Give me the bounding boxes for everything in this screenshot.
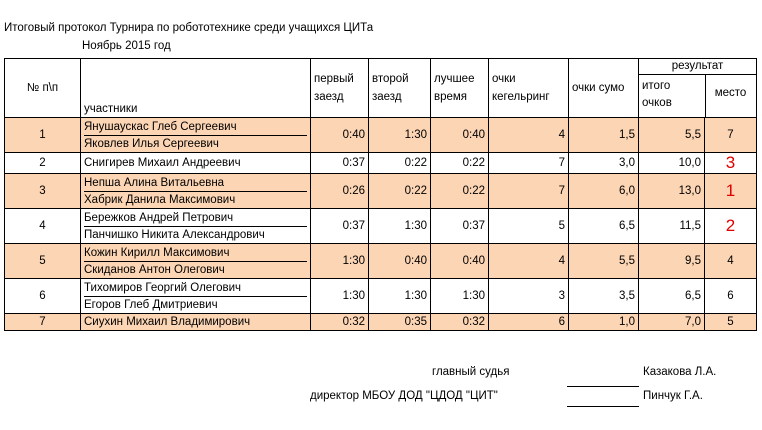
kegel-points: 7 <box>489 153 569 174</box>
table-row <box>5 153 757 174</box>
run2-time: 1:30 <box>369 279 431 314</box>
kegel-points: 7 <box>489 174 569 209</box>
kegel-points: 3 <box>489 279 569 314</box>
table-row <box>5 279 757 314</box>
place: 6 <box>705 279 757 314</box>
run2-time: 1:30 <box>369 209 431 244</box>
participant-name: Янушаускас Глеб Сергеевич <box>84 119 307 136</box>
run1-time: 0:32 <box>311 314 369 331</box>
place: 5 <box>705 314 757 331</box>
best-time: 0:40 <box>431 244 489 279</box>
participants-cell <box>81 118 311 153</box>
place: 7 <box>705 118 757 153</box>
sumo-points: 6,0 <box>569 174 639 209</box>
best-time: 0:32 <box>431 314 489 331</box>
col-kegel-header: очки кегельринг <box>489 59 569 118</box>
col-run1-header: первый заезд <box>311 59 369 118</box>
run2-time: 0:35 <box>369 314 431 331</box>
total-points-header: итого очков <box>642 80 672 109</box>
run2-time: 0:22 <box>369 153 431 174</box>
kegel-points: 5 <box>489 209 569 244</box>
sumo-points: 5,5 <box>569 244 639 279</box>
participant-name: Хабрик Данила Максимович <box>84 193 236 206</box>
table-row <box>5 118 757 153</box>
sumo-points: 3,5 <box>569 279 639 314</box>
sumo-points: 1,0 <box>569 314 639 331</box>
total-points: 11,5 <box>639 209 705 244</box>
document-subtitle: Ноябрь 2015 год <box>82 40 171 52</box>
sumo-points: 1,5 <box>569 118 639 153</box>
place: 4 <box>705 244 757 279</box>
director-signature-line <box>567 406 639 407</box>
participant-name: Яковлев Илья Сергеевич <box>84 137 219 150</box>
kegel-points: 6 <box>489 314 569 331</box>
total-points: 10,0 <box>639 153 705 174</box>
director-name: Пинчук Г.А. <box>643 390 703 402</box>
total-points: 7,0 <box>639 314 705 331</box>
participant-name: Снигирев Михаил Андреевич <box>84 157 241 169</box>
best-time: 0:22 <box>431 153 489 174</box>
run1-time: 0:37 <box>311 209 369 244</box>
participants-cell <box>81 279 311 314</box>
participant-name: Непша Алина Витальевна <box>84 175 307 192</box>
total-points: 6,5 <box>639 279 705 314</box>
total-points: 9,5 <box>639 244 705 279</box>
place: 1 <box>705 174 757 209</box>
participant-name: Егоров Глеб Дмитриевич <box>84 298 218 311</box>
participants-cell <box>81 174 311 209</box>
table-row <box>5 314 757 331</box>
place: 2 <box>705 209 757 244</box>
row-number: 2 <box>5 153 81 174</box>
col-participants-header: участники <box>81 59 311 118</box>
sumo-points: 3,0 <box>569 153 639 174</box>
place-header: место <box>714 87 747 99</box>
best-time: 1:30 <box>431 279 489 314</box>
table-row <box>5 244 757 279</box>
kegel-points: 4 <box>489 118 569 153</box>
participants-cell <box>81 244 311 279</box>
participants-cell <box>81 209 311 244</box>
run1-time: 0:26 <box>311 174 369 209</box>
run1-time: 0:37 <box>311 153 369 174</box>
row-number: 6 <box>5 279 81 314</box>
best-time: 0:22 <box>431 174 489 209</box>
col-total-header <box>639 59 757 118</box>
best-time: 0:37 <box>431 209 489 244</box>
run2-time: 0:40 <box>369 244 431 279</box>
judge-name: Казакова Л.А. <box>643 366 717 378</box>
best-time: 0:40 <box>431 118 489 153</box>
participants-cell <box>81 314 311 331</box>
run2-time: 0:22 <box>369 174 431 209</box>
run1-time: 1:30 <box>311 279 369 314</box>
row-number: 7 <box>5 314 81 331</box>
col-sumo-header: очки сумо <box>569 59 639 118</box>
participant-name: Бережков Андрей Петрович <box>84 210 307 227</box>
row-number: 4 <box>5 209 81 244</box>
col-best-header: лучшее время <box>431 59 489 118</box>
participant-name: Сиухин Михаил Владимирович <box>84 316 251 328</box>
place: 3 <box>705 153 757 174</box>
judge-signature-line <box>567 386 639 387</box>
participants-cell <box>81 153 311 174</box>
result-group-label: результат <box>639 59 756 75</box>
col-num-header: № п\п <box>5 59 81 118</box>
col-run2-header: второй заезд <box>369 59 431 118</box>
table-row <box>5 209 757 244</box>
participant-name: Кожин Кирилл Максимович <box>84 245 307 262</box>
run2-time: 1:30 <box>369 118 431 153</box>
sumo-points: 6,5 <box>569 209 639 244</box>
judge-label: главный судья <box>432 366 510 378</box>
total-points: 5,5 <box>639 118 705 153</box>
participant-name: Тихомиров Георгий Олегович <box>84 280 307 297</box>
results-table <box>4 58 757 331</box>
document-title: Итоговый протокол Турнира по робототехнике среди учащихся ЦИТа <box>4 22 374 34</box>
total-points: 13,0 <box>639 174 705 209</box>
run1-time: 0:40 <box>311 118 369 153</box>
row-number: 1 <box>5 118 81 153</box>
kegel-points: 4 <box>489 244 569 279</box>
director-label: директор МБОУ ДОД "ЦДОД "ЦИТ" <box>310 390 498 402</box>
run1-time: 1:30 <box>311 244 369 279</box>
row-number: 5 <box>5 244 81 279</box>
participant-name: Панчишко Никита Александрович <box>84 228 265 241</box>
table-row <box>5 174 757 209</box>
row-number: 3 <box>5 174 81 209</box>
participant-name: Скиданов Антон Олегович <box>84 263 225 276</box>
